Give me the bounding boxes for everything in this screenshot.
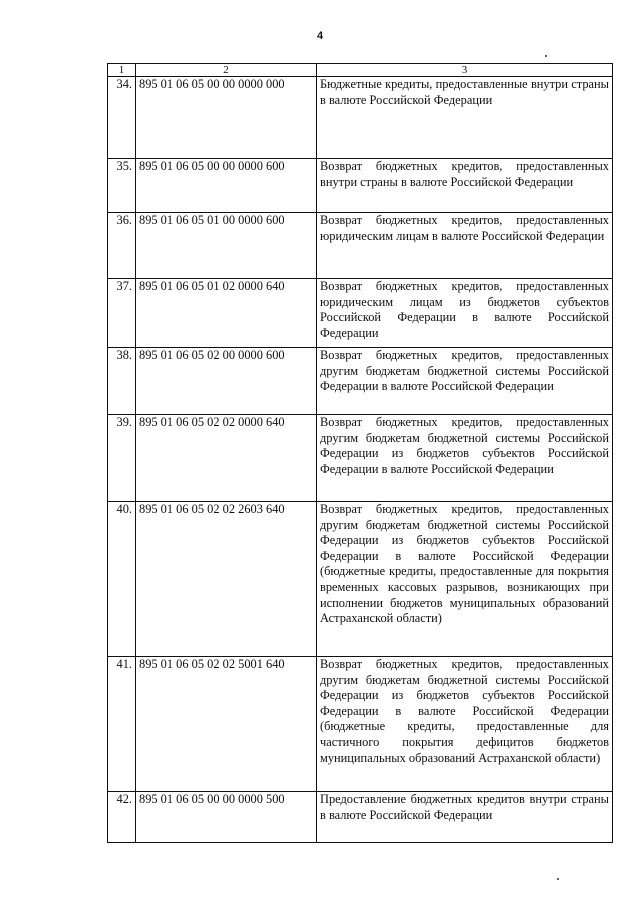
row-number: 41. — [108, 657, 136, 792]
table-row — [108, 792, 613, 843]
budget-code: 895 01 06 05 00 00 0000 500 — [136, 792, 317, 843]
table-row — [108, 213, 613, 279]
row-description: Возврат бюджетных кредитов, предоставленных юридическим лицам из бюджетов субъектов Российской Федерации в валюте Российской Федерации — [317, 279, 613, 348]
scan-speck — [545, 55, 547, 57]
table-row — [108, 657, 613, 792]
table-row — [108, 159, 613, 213]
budget-classification-table — [107, 63, 613, 843]
row-description: Возврат бюджетных кредитов, предоставленных другим бюджетам бюджетной системы Российской Федерации в валюте Российской Федерации — [317, 348, 613, 415]
row-number: 38. — [108, 348, 136, 415]
row-number: 36. — [108, 213, 136, 279]
table-row — [108, 77, 613, 159]
row-description: Возврат бюджетных кредитов, предоставленных другим бюджетам бюджетной системы Российской Федерации из бюджетов субъектов Российской Федерации в валюте Российской Федерации — [317, 415, 613, 502]
row-number: 34. — [108, 77, 136, 159]
budget-code: 895 01 06 05 02 02 0000 640 — [136, 415, 317, 502]
column-header-code: 2 — [136, 64, 317, 77]
budget-code: 895 01 06 05 00 00 0000 000 — [136, 77, 317, 159]
budget-code: 895 01 06 05 01 02 0000 640 — [136, 279, 317, 348]
row-description: Предоставление бюджетных кредитов внутри страны в валюте Российской Федерации — [317, 792, 613, 843]
table-row — [108, 348, 613, 415]
column-header-description: 3 — [317, 64, 613, 77]
row-description: Возврат бюджетных кредитов, предоставленных внутри страны в валюте Российской Федерации — [317, 159, 613, 213]
row-number: 40. — [108, 502, 136, 657]
row-number: 42. — [108, 792, 136, 843]
row-number: 39. — [108, 415, 136, 502]
row-description: Бюджетные кредиты, предоставленные внутри страны в валюте Российской Федерации — [317, 77, 613, 159]
row-number: 35. — [108, 159, 136, 213]
budget-code: 895 01 06 05 02 00 0000 600 — [136, 348, 317, 415]
page-number: 4 — [316, 30, 324, 42]
scan-speck — [557, 878, 559, 880]
table-header-row — [108, 64, 613, 77]
table-row — [108, 279, 613, 348]
budget-code: 895 01 06 05 02 02 5001 640 — [136, 657, 317, 792]
column-header-number: 1 — [108, 64, 136, 77]
budget-code: 895 01 06 05 02 02 2603 640 — [136, 502, 317, 657]
row-number: 37. — [108, 279, 136, 348]
budget-code: 895 01 06 05 01 00 0000 600 — [136, 213, 317, 279]
row-description: Возврат бюджетных кредитов, предоставленных другим бюджетам бюджетной системы Российской Федерации из бюджетов субъектов Российской Федерации в валюте Российской Федерации (бюджетные кредиты, предоставленные для частичного покрытия дефицитов бюджетов муниципальных образований Астраханской области) — [317, 657, 613, 792]
row-description: Возврат бюджетных кредитов, предоставленных другим бюджетам бюджетной системы Российской Федерации из бюджетов субъектов Российской Федерации в валюте Российской Федерации (бюджетные кредиты, предоставленные для покрытия временных кассовых разрывов, возникающих при исполнении бюджетов муниципальных образований Астраханской области) — [317, 502, 613, 657]
row-description: Возврат бюджетных кредитов, предоставленных юридическим лицам в валюте Российской Федерации — [317, 213, 613, 279]
table-row — [108, 502, 613, 657]
table-row — [108, 415, 613, 502]
budget-code: 895 01 06 05 00 00 0000 600 — [136, 159, 317, 213]
